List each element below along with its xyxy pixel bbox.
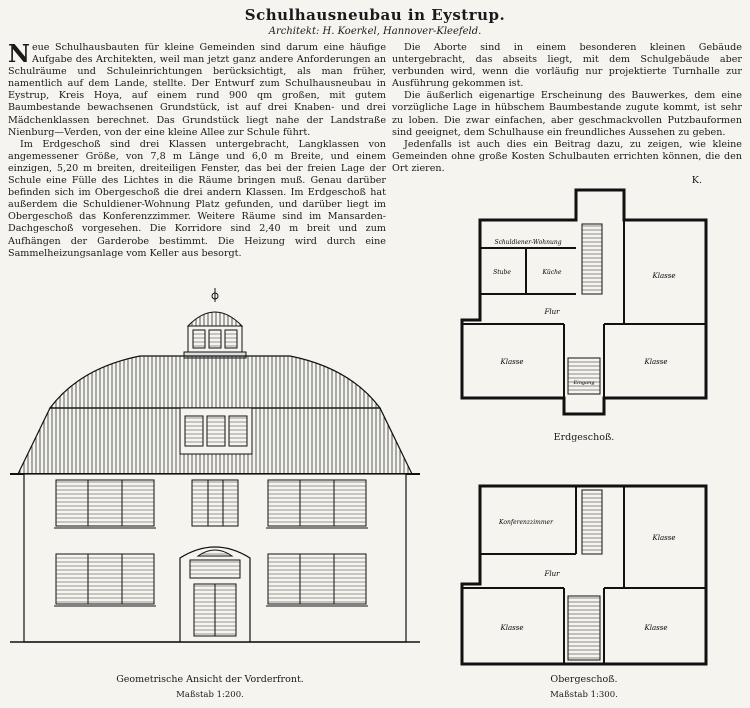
room-label: Flur: [544, 308, 560, 316]
paragraph: Die Aborte sind in einem besonderen kleinen Gebäude untergebracht, das abseits liegt, mit dem Schulgebäude aber verbunden wird, wenn die vorläufig nur projektierte Turnhalle zur Ausführung gekommen ist.: [392, 42, 742, 90]
room-label: Küche: [542, 269, 562, 276]
ground-floor-caption: Erdgeschoß.: [553, 432, 615, 443]
upper-floor-caption: Obergeschoß.: [550, 674, 618, 685]
architect-line: Architekt: H. Koerkel, Hannover-Kleefeld.: [268, 26, 482, 37]
room-label: Klasse: [500, 624, 524, 632]
paragraph: Im Erdgeschoß sind drei Klassen untergebracht, Langklassen von angemessener Größe, von 7,8 m Länge und 6,0 m Breite, und einem einzigen, 5,20 m breiten, dreiteiligen Fenster, das bei der freien Lage der Schule eine Fülle des Lichtes in die Räume bringen muß. Genau darüber befinden sich im Obergeschoß die drei andern Klassen. Im Erdgeschoß hat außerdem die Schuldiener-Wohnung Platz gefunden, und darüber liegt im Obergeschoß das Konferenzzimmer. Weitere Räume sind im Mansarden-Dachgeschoß vorgesehen. Die Korridore sind 2,40 m breit und zum Aufhängen der Garderobe bestimmt. Die Heizung wird durch eine Sammelheizungsanlage vom Keller aus besorgt.: [8, 138, 386, 259]
room-label: Schuldiener-Wohnung: [494, 239, 562, 246]
facade-drawing: [10, 288, 420, 648]
room-label: Konferenzzimmer: [499, 519, 553, 526]
upper-floor-plan: [456, 484, 712, 668]
signature: K.: [691, 175, 702, 187]
upper-floor-scale: Maßstab 1:300.: [550, 690, 618, 700]
text-column-right: [392, 42, 742, 187]
room-label: Eingang: [573, 380, 595, 386]
ground-floor-plan: [456, 188, 712, 418]
paragraph: Jedenfalls ist auch dies ein Beitrag dazu, zu zeigen, wie kleine Gemeinden ohne große Kosten Schulbauten errichten können, die den Ort zieren.: [392, 138, 742, 174]
dropcap: N: [8, 39, 30, 68]
room-label: Klasse: [644, 624, 668, 632]
room-label: Klasse: [652, 272, 676, 280]
facade-caption: Geometrische Ansicht der Vorderfront.: [116, 674, 304, 685]
paragraph: eue Schulhausbauten für kleine Gemeinden sind darum eine häufige Aufgabe des Architekten, weil man jetzt ganz andere Anforderungen an Schulräume und Schuleinrichtungen berücksichtigt, als man früher, namentlich auf dem Lande, stellte. Der Entwurf zum Schulhausneubau in Eystrup, Kreis Hoya, auf einem rund 900 qm großen, mit gutem Baumbestande bewachsenen Grundstück, ist auf drei Knaben- und drei Mädchenklassen berechnet. Das Grundstück liegt nahe der Landstraße Nienburg—Verden, von der eine kleine Allee zur Schule führt.: [8, 42, 386, 138]
room-label: Stube: [493, 269, 511, 276]
page-title: Schulhausneubau in Eystrup.: [244, 6, 506, 24]
paragraph: Die äußerlich eigenartige Erscheinung des Bauwerkes, dem eine vorzügliche Lage in hübschem Baumbestande zugute kommt, ist sehr zu loben. Die zwar einfachen, aber geschmackvollen Putzbauformen sind geeignet, dem Schulhause ein freundliches Aussehen zu geben.: [392, 90, 742, 138]
room-label: Klasse: [644, 358, 668, 366]
room-label: Flur: [544, 570, 560, 578]
text-column-left: [8, 39, 386, 260]
facade-scale: Maßstab 1:200.: [176, 690, 244, 700]
room-label: Klasse: [652, 534, 676, 542]
room-label: Klasse: [500, 358, 524, 366]
